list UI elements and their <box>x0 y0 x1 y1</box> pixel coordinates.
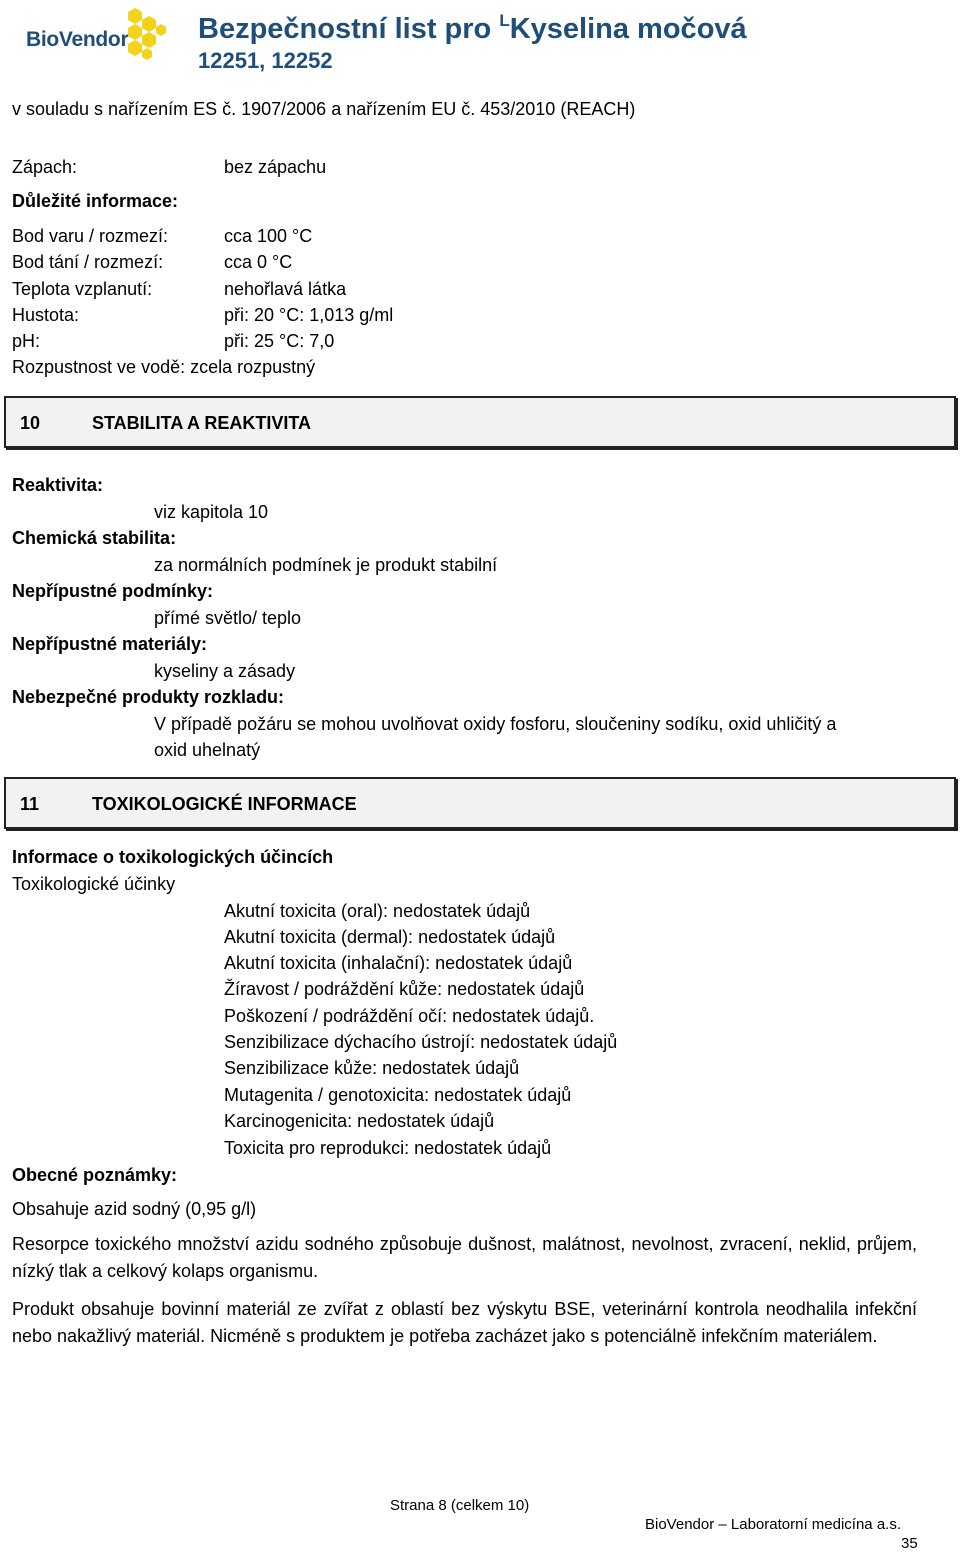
incompatible-materials-label: Nepřípustné materiály: <box>12 634 208 654</box>
toxicity-item: Akutní toxicita (inhalační): nedostatek údajů <box>224 953 573 973</box>
logo-hexagon <box>142 48 152 60</box>
bovine-material-paragraph: Produkt obsahuje bovinní materiál ze zvířat z oblastí bez výskytu BSE, veterinární kontrola neodhalila infekční nebo nakažlivý materiál. Nicméně s produktem je potřeba zacházet jako s potenciálně infekčním materiálem. <box>12 1299 917 1346</box>
solubility-line: Rozpustnost ve vodě: zcela rozpustný <box>12 357 316 377</box>
important-info-heading: Důležité informace: <box>12 191 179 211</box>
toxicity-item: Žíravost / podráždění kůže: nedostatek údajů <box>224 979 585 999</box>
general-notes-label: Obecné poznámky: <box>12 1165 178 1185</box>
property-label: Bod tání / rozmezí: <box>12 252 164 272</box>
toxicity-item: Poškození / podráždění očí: nedostatek údajů. <box>224 1006 595 1026</box>
toxicological-effects-label: Toxikologické účinky <box>12 874 176 894</box>
property-label: Teplota vzplanutí: <box>12 279 153 299</box>
logo-hexagon <box>142 32 156 48</box>
logo-hexagon <box>128 40 142 56</box>
section-title: TOXIKOLOGICKÉ INFORMACE <box>92 794 357 814</box>
toxicity-item: Senzibilizace dýchacího ústrojí: nedostatek údajů <box>224 1032 618 1052</box>
page-number: Strana 8 (celkem 10) <box>390 1497 530 1514</box>
property-label: pH: <box>12 331 41 351</box>
toxicology-subtitle: Informace o toxikologických účincích <box>12 847 334 867</box>
product-codes: 12251, 12252 <box>198 48 333 73</box>
property-value: při: 25 °C: 7,0 <box>224 331 335 351</box>
toxicity-item: Akutní toxicita (dermal): nedostatek údajů <box>224 927 556 947</box>
incompatible-materials-value: kyseliny a zásady <box>154 661 296 681</box>
toxicity-item: Mutagenita / genotoxicita: nedostatek údajů <box>224 1085 572 1105</box>
contains-azide-note: Obsahuje azid sodný (0,95 g/l) <box>12 1199 257 1219</box>
toxicity-item: Senzibilizace kůže: nedostatek údajů <box>224 1058 520 1078</box>
section-title: STABILITA A REAKTIVITA <box>92 413 311 433</box>
logo-hexagon <box>156 24 166 36</box>
property-value: nehořlavá látka <box>224 279 347 299</box>
logo-hexagon <box>128 24 142 40</box>
section-10-header <box>4 396 956 448</box>
property-value: cca 0 °C <box>224 252 293 272</box>
chemical-stability-value: za normálních podmínek je produkt stabilní <box>154 555 498 575</box>
toxicity-item: Karcinogenicita: nedostatek údajů <box>224 1111 495 1131</box>
document-title: Bezpečnostní list pro $^L$Kyselina močová <box>198 11 747 45</box>
logo-hexagon <box>142 16 156 32</box>
section-number: 11 <box>20 794 40 814</box>
toxicity-item: Toxicita pro reprodukci: nedostatek údajů <box>224 1138 552 1158</box>
logo-text: BioVendor <box>26 28 129 51</box>
section-number: 10 <box>20 413 41 433</box>
property-value: cca 100 °C <box>224 226 313 246</box>
company-name: BioVendor – Laboratorní medicína a.s. <box>645 1516 901 1533</box>
decomposition-products-value: oxid uhelnatý <box>154 740 261 760</box>
odor-value: bez zápachu <box>224 157 327 177</box>
logo-hexagon <box>128 8 142 24</box>
chemical-stability-label: Chemická stabilita: <box>12 528 177 548</box>
absorption-paragraph: Resorpce toxického množství azidu sodného způsobuje dušnost, malátnost, nevolnost, zvracení, neklid, průjem, nízký tlak a celkový kolaps organismu. <box>12 1234 917 1281</box>
property-label: Bod varu / rozmezí: <box>12 226 169 246</box>
document-number: 35 <box>901 1535 918 1552</box>
conditions-to-avoid-value: přímé světlo/ teplo <box>154 608 302 628</box>
biovendor-logo <box>22 6 162 70</box>
section-11-header <box>4 777 956 829</box>
property-label: Hustota: <box>12 305 80 325</box>
decomposition-products-label: Nebezpečné produkty rozkladu: <box>12 687 285 707</box>
conditions-to-avoid-label: Nepřípustné podmínky: <box>12 581 214 601</box>
decomposition-products-value: V případě požáru se mohou uvolňovat oxidy fosforu, sloučeniny sodíku, oxid uhličitý a <box>154 714 837 734</box>
toxicity-item: Akutní toxicita (oral): nedostatek údajů <box>224 901 531 921</box>
regulation-line: v souladu s nařízením ES č. 1907/2006 a nařízením EU č. 453/2010 (REACH) <box>12 99 636 119</box>
odor-label: Zápach: <box>12 157 78 177</box>
reactivity-label: Reaktivita: <box>12 475 104 495</box>
reactivity-value: viz kapitola 10 <box>154 502 269 522</box>
property-value: při: 20 °C: 1,013 g/ml <box>224 305 394 325</box>
